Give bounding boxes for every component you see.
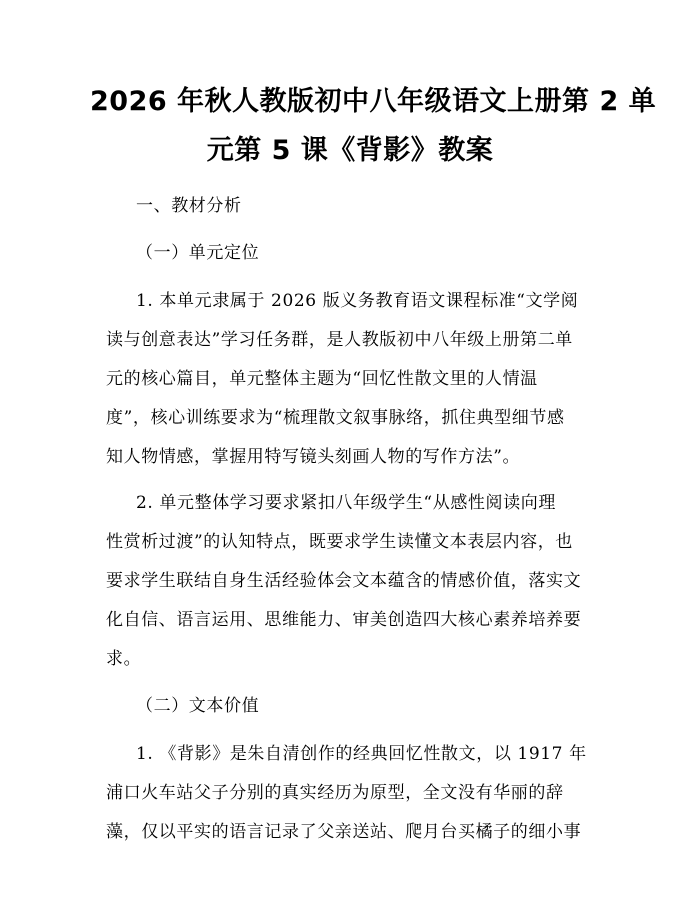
paragraph-line: 藻，仅以平实的语言记录了父亲送站、爬月台买橘子的细小事 [106, 822, 582, 842]
subsection-heading-unit-positioning: （一）单元定位 [136, 243, 260, 263]
document-title-line-1: 2026 年秋人教版初中八年级语文上册第 2 单 [90, 86, 657, 117]
paragraph-line: 化自信、语言运用、思维能力、审美创造四大核心素养培养要 [106, 610, 582, 630]
paragraph-line: 度”，核心训练要求为“梳理散文叙事脉络，抓住典型细节感 [106, 408, 565, 428]
paragraph-line: 1. 《背影》是朱自清创作的经典回忆性散文，以 1917 年 [136, 744, 587, 764]
paragraph-line: 1. 本单元隶属于 2026 版义务教育语文课程标准“文学阅 [136, 291, 579, 311]
document-title-line-2: 元第 5 课《背影》教案 [206, 135, 494, 166]
paragraph-line: 读与创意表达”学习任务群，是人教版初中八年级上册第二单 [106, 330, 573, 350]
paragraph-line: 元的核心篇目，单元整体主题为“回忆性散文里的人情温 [106, 369, 538, 389]
section-heading-teaching-material-analysis: 一、教材分析 [136, 196, 242, 216]
paragraph-line: 要求学生联结自身生活经验体会文本蕴含的情感价值，落实文 [106, 571, 582, 591]
paragraph-line: 性赏析过渡”的认知特点，既要求学生读懂文本表层内容，也 [106, 532, 573, 552]
paragraph-line: 浦口火车站父子分别的真实经历为原型，全文没有华丽的辞 [106, 783, 564, 803]
paragraph-line: 2. 单元整体学习要求紧扣八年级学生“从感性阅读向理 [136, 493, 556, 513]
subsection-heading-text-value: （二）文本价值 [136, 696, 260, 716]
paragraph-line: 求。 [106, 649, 142, 669]
paragraph-line: 知人物情感，掌握用特写镜头刻画人物的写作方法”。 [106, 447, 521, 467]
